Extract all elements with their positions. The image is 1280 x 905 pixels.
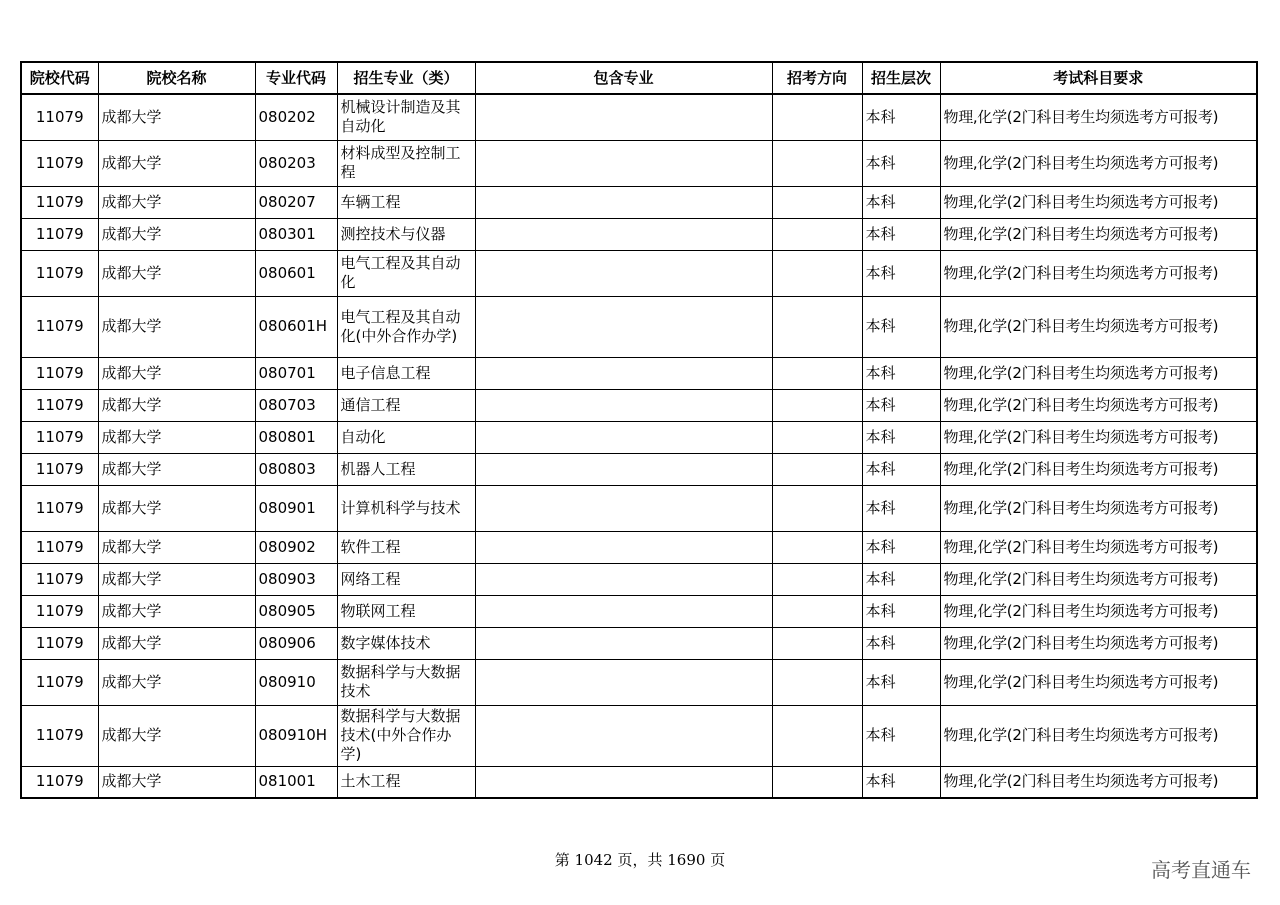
header-requirement: 考试科目要求 bbox=[940, 62, 1257, 94]
requirement-cell: 物理,化学(2门科目考生均须选考方可报考) bbox=[940, 218, 1257, 250]
requirement-cell: 物理,化学(2门科目考生均须选考方可报考) bbox=[940, 595, 1257, 627]
requirement-cell: 物理,化学(2门科目考生均须选考方可报考) bbox=[940, 357, 1257, 389]
level-cell: 本科 bbox=[862, 357, 940, 389]
school-name-cell: 成都大学 bbox=[98, 453, 255, 485]
direction-cell bbox=[772, 357, 862, 389]
header-level: 招生层次 bbox=[862, 62, 940, 94]
requirement-cell: 物理,化学(2门科目考生均须选考方可报考) bbox=[940, 94, 1257, 140]
level-cell: 本科 bbox=[862, 421, 940, 453]
major-name-cell: 电气工程及其自动化 bbox=[337, 250, 475, 296]
major-code-cell: 080207 bbox=[255, 186, 337, 218]
requirement-cell: 物理,化学(2门科目考生均须选考方可报考) bbox=[940, 563, 1257, 595]
major-name-cell: 软件工程 bbox=[337, 531, 475, 563]
major-code-cell: 080203 bbox=[255, 140, 337, 186]
level-cell: 本科 bbox=[862, 94, 940, 140]
included-majors-cell bbox=[475, 705, 772, 766]
major-code-cell: 080202 bbox=[255, 94, 337, 140]
included-majors-cell bbox=[475, 766, 772, 798]
table-row bbox=[21, 250, 1257, 296]
major-code-cell: 080701 bbox=[255, 357, 337, 389]
major-name-cell: 自动化 bbox=[337, 421, 475, 453]
included-majors-cell bbox=[475, 296, 772, 357]
direction-cell bbox=[772, 705, 862, 766]
included-majors-cell bbox=[475, 563, 772, 595]
major-name-cell: 网络工程 bbox=[337, 563, 475, 595]
major-code-cell: 080906 bbox=[255, 627, 337, 659]
included-majors-cell bbox=[475, 595, 772, 627]
included-majors-cell bbox=[475, 94, 772, 140]
included-majors-cell bbox=[475, 485, 772, 531]
requirement-cell: 物理,化学(2门科目考生均须选考方可报考) bbox=[940, 531, 1257, 563]
school-name-cell: 成都大学 bbox=[98, 94, 255, 140]
table-row bbox=[21, 140, 1257, 186]
school-name-cell: 成都大学 bbox=[98, 186, 255, 218]
included-majors-cell bbox=[475, 250, 772, 296]
level-cell: 本科 bbox=[862, 296, 940, 357]
included-majors-cell bbox=[475, 453, 772, 485]
included-majors-cell bbox=[475, 531, 772, 563]
school-name-cell: 成都大学 bbox=[98, 250, 255, 296]
table-row bbox=[21, 357, 1257, 389]
table-row bbox=[21, 563, 1257, 595]
major-code-cell: 080903 bbox=[255, 563, 337, 595]
included-majors-cell bbox=[475, 389, 772, 421]
table-row bbox=[21, 453, 1257, 485]
requirement-cell: 物理,化学(2门科目考生均须选考方可报考) bbox=[940, 296, 1257, 357]
major-code-cell: 080901 bbox=[255, 485, 337, 531]
requirement-cell: 物理,化学(2门科目考生均须选考方可报考) bbox=[940, 485, 1257, 531]
table-body bbox=[21, 94, 1257, 798]
major-code-cell: 080902 bbox=[255, 531, 337, 563]
major-name-cell: 电气工程及其自动化(中外合作办学) bbox=[337, 296, 475, 357]
included-majors-cell bbox=[475, 627, 772, 659]
table-row bbox=[21, 485, 1257, 531]
level-cell: 本科 bbox=[862, 627, 940, 659]
requirement-cell: 物理,化学(2门科目考生均须选考方可报考) bbox=[940, 766, 1257, 798]
direction-cell bbox=[772, 140, 862, 186]
level-cell: 本科 bbox=[862, 766, 940, 798]
school-name-cell: 成都大学 bbox=[98, 766, 255, 798]
table-row bbox=[21, 627, 1257, 659]
table-header bbox=[21, 62, 1257, 94]
direction-cell bbox=[772, 595, 862, 627]
header-major-code: 专业代码 bbox=[255, 62, 337, 94]
direction-cell bbox=[772, 563, 862, 595]
major-name-cell: 数据科学与大数据技术 bbox=[337, 659, 475, 705]
school-code-cell: 11079 bbox=[21, 659, 98, 705]
level-cell: 本科 bbox=[862, 485, 940, 531]
direction-cell bbox=[772, 766, 862, 798]
school-name-cell: 成都大学 bbox=[98, 659, 255, 705]
major-code-cell: 080803 bbox=[255, 453, 337, 485]
major-code-cell: 080905 bbox=[255, 595, 337, 627]
school-code-cell: 11079 bbox=[21, 453, 98, 485]
direction-cell bbox=[772, 296, 862, 357]
school-code-cell: 11079 bbox=[21, 595, 98, 627]
school-name-cell: 成都大学 bbox=[98, 421, 255, 453]
level-cell: 本科 bbox=[862, 659, 940, 705]
school-code-cell: 11079 bbox=[21, 218, 98, 250]
header-school-code: 院校代码 bbox=[21, 62, 98, 94]
major-name-cell: 材料成型及控制工程 bbox=[337, 140, 475, 186]
school-name-cell: 成都大学 bbox=[98, 218, 255, 250]
school-code-cell: 11079 bbox=[21, 250, 98, 296]
header-included-majors: 包含专业 bbox=[475, 62, 772, 94]
level-cell: 本科 bbox=[862, 531, 940, 563]
table-row bbox=[21, 421, 1257, 453]
major-name-cell: 机械设计制造及其自动化 bbox=[337, 94, 475, 140]
table-row bbox=[21, 766, 1257, 798]
major-code-cell: 080601 bbox=[255, 250, 337, 296]
included-majors-cell bbox=[475, 421, 772, 453]
level-cell: 本科 bbox=[862, 218, 940, 250]
school-code-cell: 11079 bbox=[21, 389, 98, 421]
admission-table bbox=[20, 61, 1258, 799]
school-code-cell: 11079 bbox=[21, 94, 98, 140]
level-cell: 本科 bbox=[862, 595, 940, 627]
table-row bbox=[21, 389, 1257, 421]
included-majors-cell bbox=[475, 140, 772, 186]
major-code-cell: 081001 bbox=[255, 766, 337, 798]
requirement-cell: 物理,化学(2门科目考生均须选考方可报考) bbox=[940, 453, 1257, 485]
requirement-cell: 物理,化学(2门科目考生均须选考方可报考) bbox=[940, 627, 1257, 659]
school-name-cell: 成都大学 bbox=[98, 357, 255, 389]
table-row bbox=[21, 218, 1257, 250]
requirement-cell: 物理,化学(2门科目考生均须选考方可报考) bbox=[940, 421, 1257, 453]
school-name-cell: 成都大学 bbox=[98, 389, 255, 421]
school-code-cell: 11079 bbox=[21, 705, 98, 766]
watermark: 高考直通车 bbox=[1151, 858, 1251, 882]
level-cell: 本科 bbox=[862, 453, 940, 485]
header-direction: 招考方向 bbox=[772, 62, 862, 94]
level-cell: 本科 bbox=[862, 563, 940, 595]
major-name-cell: 数字媒体技术 bbox=[337, 627, 475, 659]
major-code-cell: 080801 bbox=[255, 421, 337, 453]
direction-cell bbox=[772, 627, 862, 659]
table-row bbox=[21, 595, 1257, 627]
direction-cell bbox=[772, 250, 862, 296]
requirement-cell: 物理,化学(2门科目考生均须选考方可报考) bbox=[940, 140, 1257, 186]
school-code-cell: 11079 bbox=[21, 485, 98, 531]
direction-cell bbox=[772, 186, 862, 218]
direction-cell bbox=[772, 485, 862, 531]
school-code-cell: 11079 bbox=[21, 186, 98, 218]
school-name-cell: 成都大学 bbox=[98, 531, 255, 563]
level-cell: 本科 bbox=[862, 705, 940, 766]
table-row bbox=[21, 659, 1257, 705]
header-major-name: 招生专业（类） bbox=[337, 62, 475, 94]
level-cell: 本科 bbox=[862, 389, 940, 421]
major-name-cell: 计算机科学与技术 bbox=[337, 485, 475, 531]
table-row bbox=[21, 296, 1257, 357]
requirement-cell: 物理,化学(2门科目考生均须选考方可报考) bbox=[940, 705, 1257, 766]
direction-cell bbox=[772, 531, 862, 563]
major-code-cell: 080601H bbox=[255, 296, 337, 357]
major-name-cell: 电子信息工程 bbox=[337, 357, 475, 389]
major-name-cell: 物联网工程 bbox=[337, 595, 475, 627]
school-name-cell: 成都大学 bbox=[98, 627, 255, 659]
major-name-cell: 机器人工程 bbox=[337, 453, 475, 485]
school-code-cell: 11079 bbox=[21, 357, 98, 389]
header-school-name: 院校名称 bbox=[98, 62, 255, 94]
included-majors-cell bbox=[475, 186, 772, 218]
table-row bbox=[21, 94, 1257, 140]
major-code-cell: 080910 bbox=[255, 659, 337, 705]
school-code-cell: 11079 bbox=[21, 296, 98, 357]
major-code-cell: 080301 bbox=[255, 218, 337, 250]
included-majors-cell bbox=[475, 659, 772, 705]
school-code-cell: 11079 bbox=[21, 140, 98, 186]
school-code-cell: 11079 bbox=[21, 531, 98, 563]
level-cell: 本科 bbox=[862, 250, 940, 296]
table-row bbox=[21, 186, 1257, 218]
major-name-cell: 土木工程 bbox=[337, 766, 475, 798]
direction-cell bbox=[772, 659, 862, 705]
school-name-cell: 成都大学 bbox=[98, 705, 255, 766]
school-name-cell: 成都大学 bbox=[98, 485, 255, 531]
major-name-cell: 通信工程 bbox=[337, 389, 475, 421]
major-code-cell: 080703 bbox=[255, 389, 337, 421]
school-name-cell: 成都大学 bbox=[98, 140, 255, 186]
level-cell: 本科 bbox=[862, 140, 940, 186]
school-code-cell: 11079 bbox=[21, 563, 98, 595]
requirement-cell: 物理,化学(2门科目考生均须选考方可报考) bbox=[940, 659, 1257, 705]
page-number: 第 1042 页，共 1690 页 bbox=[554, 851, 726, 869]
direction-cell bbox=[772, 218, 862, 250]
header-row bbox=[21, 62, 1257, 94]
requirement-cell: 物理,化学(2门科目考生均须选考方可报考) bbox=[940, 250, 1257, 296]
level-cell: 本科 bbox=[862, 186, 940, 218]
direction-cell bbox=[772, 421, 862, 453]
requirement-cell: 物理,化学(2门科目考生均须选考方可报考) bbox=[940, 186, 1257, 218]
school-code-cell: 11079 bbox=[21, 766, 98, 798]
table-row bbox=[21, 705, 1257, 766]
school-code-cell: 11079 bbox=[21, 421, 98, 453]
direction-cell bbox=[772, 94, 862, 140]
included-majors-cell bbox=[475, 218, 772, 250]
school-name-cell: 成都大学 bbox=[98, 296, 255, 357]
major-name-cell: 数据科学与大数据技术(中外合作办学) bbox=[337, 705, 475, 766]
direction-cell bbox=[772, 389, 862, 421]
major-name-cell: 车辆工程 bbox=[337, 186, 475, 218]
requirement-cell: 物理,化学(2门科目考生均须选考方可报考) bbox=[940, 389, 1257, 421]
major-name-cell: 测控技术与仪器 bbox=[337, 218, 475, 250]
table-row bbox=[21, 531, 1257, 563]
school-name-cell: 成都大学 bbox=[98, 563, 255, 595]
school-name-cell: 成都大学 bbox=[98, 595, 255, 627]
direction-cell bbox=[772, 453, 862, 485]
school-code-cell: 11079 bbox=[21, 627, 98, 659]
included-majors-cell bbox=[475, 357, 772, 389]
major-code-cell: 080910H bbox=[255, 705, 337, 766]
